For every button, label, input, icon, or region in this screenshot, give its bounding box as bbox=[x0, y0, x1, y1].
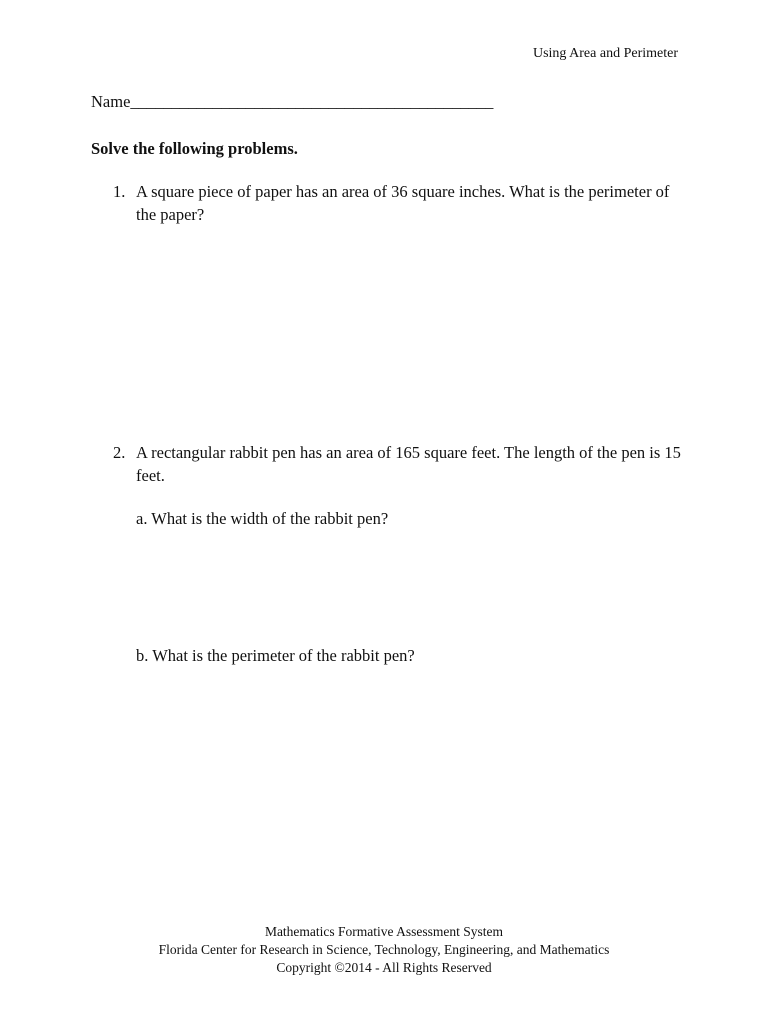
problem-1 bbox=[113, 180, 683, 226]
name-blank-line: ____________________________________________ bbox=[130, 92, 494, 111]
problem-2-number: 2. bbox=[113, 443, 126, 462]
problem-1-number: 1. bbox=[113, 182, 126, 201]
name-field[interactable] bbox=[91, 92, 493, 112]
instructions-heading: Solve the following problems. bbox=[91, 139, 298, 158]
name-label: Name bbox=[91, 92, 131, 111]
footer-line-2: Florida Center for Research in Science, Technology, Engineering, and Mathematics bbox=[158, 942, 610, 957]
problem-2-text: A rectangular rabbit pen has an area of 165 square feet. The length of the pen is 15 feet. bbox=[136, 443, 681, 485]
problem-2b-question: b. What is the perimeter of the rabbit pen? bbox=[136, 646, 415, 665]
problem-1-text: A square piece of paper has an area of 36 square inches. What is the perimeter of the paper? bbox=[136, 182, 670, 224]
problem-2a-question: a. What is the width of the rabbit pen? bbox=[136, 509, 389, 528]
footer-line-3: Copyright ©2014 - All Rights Reserved bbox=[276, 960, 492, 975]
page-footer bbox=[0, 923, 768, 977]
page-header-title: Using Area and Perimeter bbox=[532, 46, 678, 61]
footer-line-1: Mathematics Formative Assessment System bbox=[264, 924, 504, 939]
problem-2 bbox=[113, 441, 683, 487]
